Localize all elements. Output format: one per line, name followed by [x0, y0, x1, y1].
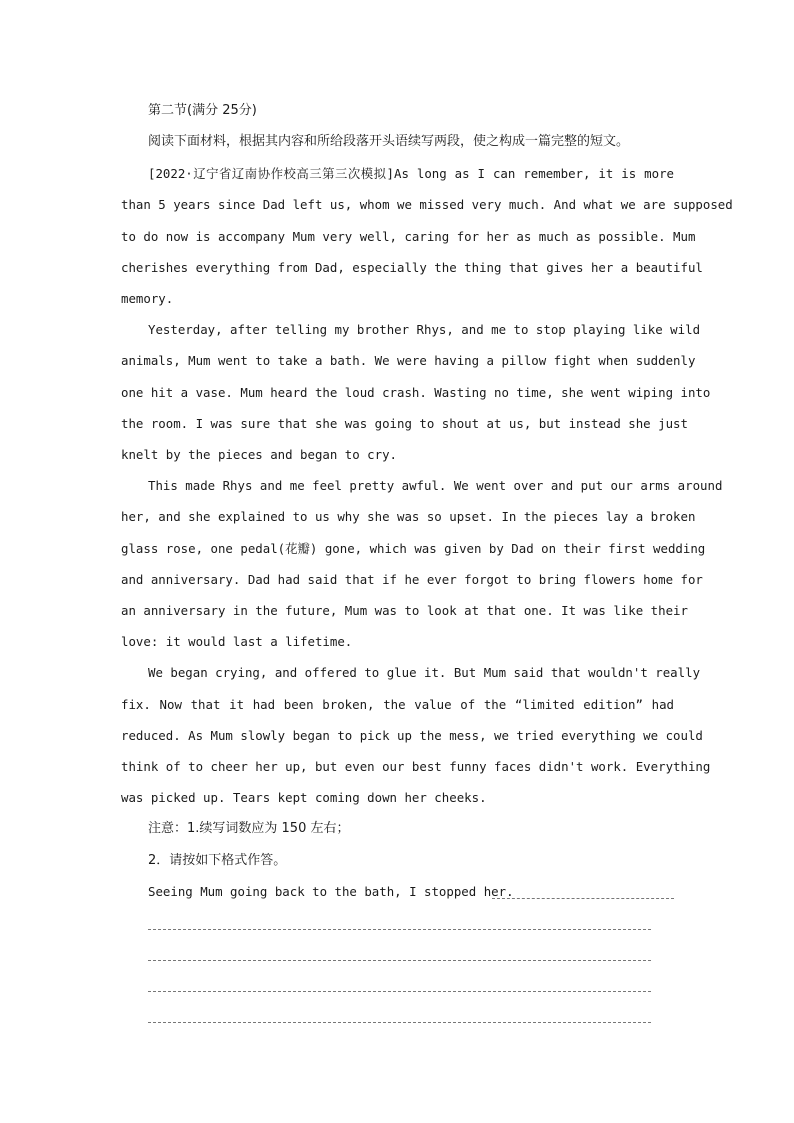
- instruction-text: 阅读下面材料，根据其内容和所给段落开头语续写两段，使之构成一篇完整的短文。: [148, 134, 630, 149]
- passage-p4-line-2: fix. Now that it had been broken, the value of the “limited edition” had: [121, 697, 674, 712]
- passage-p2-line-1: Yesterday, after telling my brother Rhys, and me to stop playing like wild: [148, 322, 701, 337]
- answer-line[interactable]: [148, 960, 651, 961]
- passage-p4-line-3: reduced. As Mum slowly began to pick up the mess, we tried everything we could: [121, 728, 703, 743]
- passage-p2-line-4: the room. I was sure that she was going to shout at us, but instead she just: [121, 416, 688, 431]
- passage-p1-line-2: than 5 years since Dad left us, whom we missed very much. And what we are supposed: [121, 197, 733, 212]
- passage-p1-line-4: cherishes everything from Dad, especially the thing that gives her a beautiful: [121, 260, 703, 275]
- passage-p3-line-3: glass rose, one pedal(花瓣) gone, which was given by Dad on their first wedding: [121, 541, 706, 556]
- passage-p2-line-5: knelt by the pieces and began to cry.: [121, 447, 398, 462]
- passage-p3-line-4: and anniversary. Dad had said that if he ever forgot to bring flowers home for: [121, 572, 703, 587]
- answer-line[interactable]: [148, 1022, 651, 1023]
- note-format: 2．请按如下格式作答。: [148, 853, 287, 868]
- passage-p3-line-6: love: it would last a lifetime.: [121, 634, 353, 649]
- answer-line[interactable]: [148, 929, 651, 930]
- passage-p2-line-3: one hit a vase. Mum heard the loud crash. Wasting no time, she went wiping into: [121, 385, 711, 400]
- passage-p3-line-5: an anniversary in the future, Mum was to look at that one. It was like their: [121, 603, 688, 618]
- answer-line[interactable]: [148, 991, 651, 992]
- passage-p1-line-1: [2022·辽宁省辽南协作校高三第三次模拟]As long as I can remember, it is more: [148, 166, 674, 181]
- passage-p3-line-2: her, and she explained to us why she was so upset. In the pieces lay a broken: [121, 509, 696, 524]
- passage-p4-line-1: We began crying, and offered to glue it. But Mum said that wouldn't really: [148, 665, 701, 680]
- passage-p3-line-1: This made Rhys and me feel pretty awful. We went over and put our arms around: [148, 478, 723, 493]
- passage-p4-line-5: was picked up. Tears kept coming down her cheeks.: [121, 790, 487, 805]
- note-word-count: 注意：1.续写词数应为 150 左右；: [148, 821, 350, 836]
- passage-p1-line-5: memory.: [121, 291, 174, 306]
- passage-p1-line-3: to do now is accompany Mum very well, caring for her as much as possible. Mum: [121, 229, 696, 244]
- continuation-prompt: Seeing Mum going back to the bath, I stopped her.: [148, 884, 514, 899]
- answer-line[interactable]: [492, 898, 674, 899]
- passage-p4-line-4: think of to cheer her up, but even our best funny faces didn't work. Everything: [121, 759, 711, 774]
- passage-p2-line-2: animals, Mum went to take a bath. We were having a pillow fight when suddenly: [121, 353, 696, 368]
- section-title: 第二节(满分 25分): [148, 103, 257, 118]
